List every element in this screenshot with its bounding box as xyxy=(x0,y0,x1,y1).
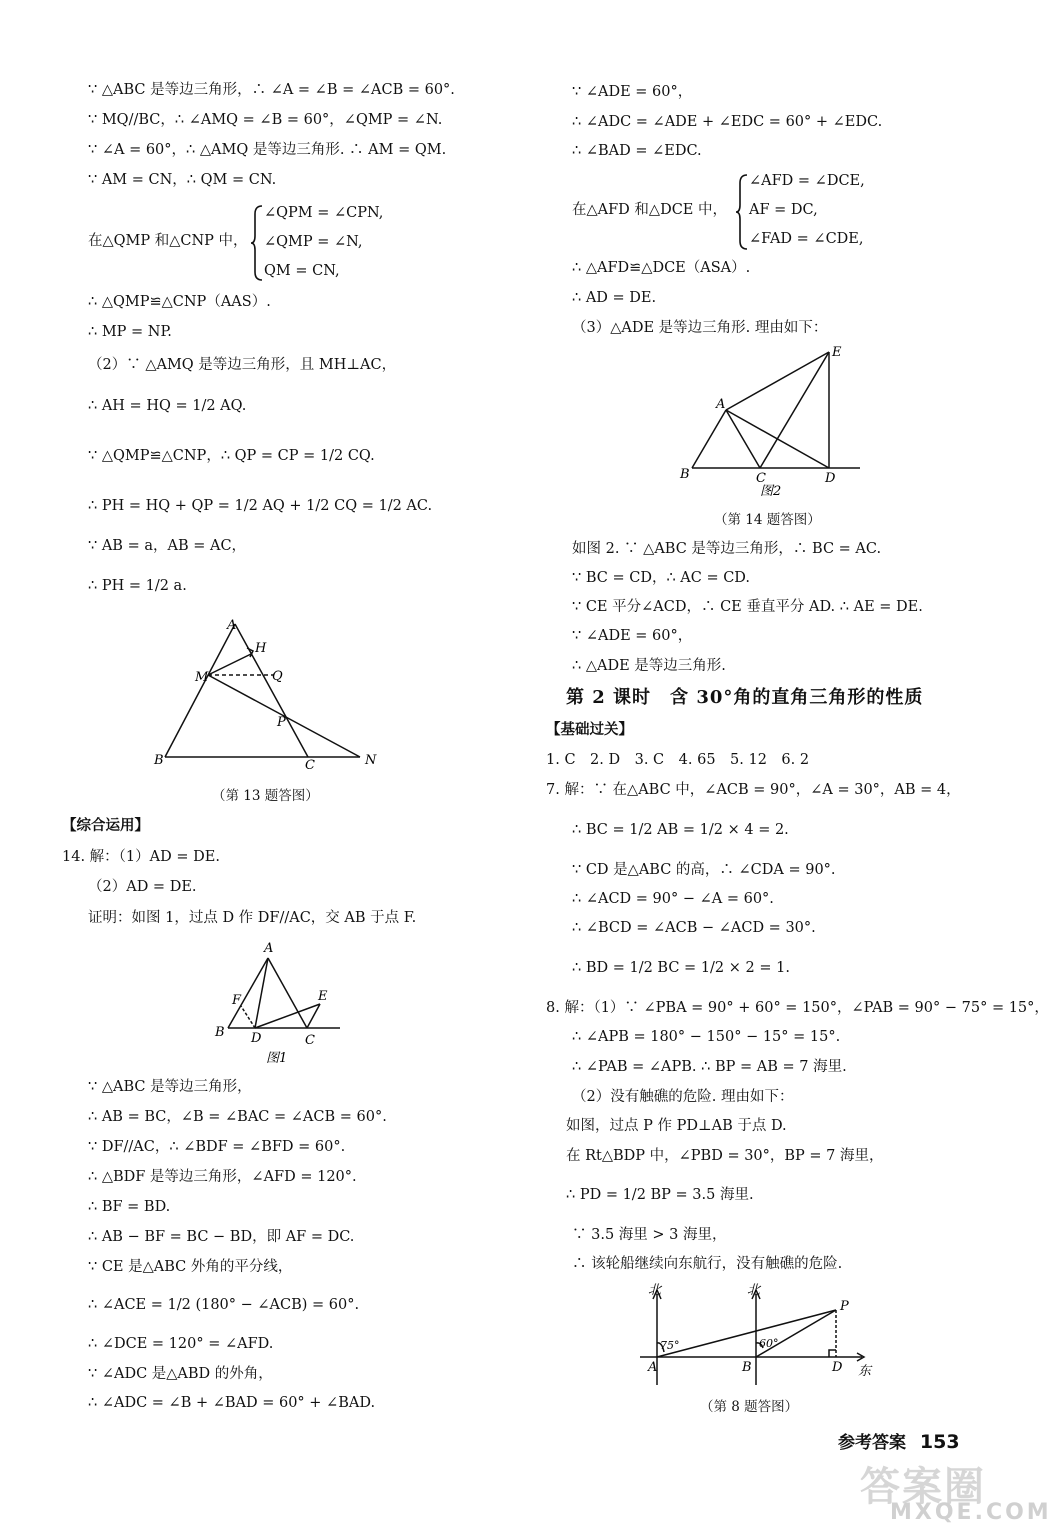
section-comprehensive: 【综合运用】 xyxy=(62,817,149,834)
footer-label: 参考答案 xyxy=(838,1433,906,1453)
brace13-symbol xyxy=(250,204,264,282)
fig8-caption: （第 8 题答图） xyxy=(700,1399,799,1415)
fig8-label-north-2: 北 xyxy=(747,1283,761,1298)
fig1-seg-AC xyxy=(268,958,307,1028)
q7-line-5: ∴ ∠BCD = ∠ACB − ∠ACD = 30°. xyxy=(572,920,816,936)
fig13-label-N: N xyxy=(365,753,377,768)
left-line-4: ∵ AM = CN，∴ QM = CN. xyxy=(88,172,277,188)
left-line-16: ∴ △BDF 是等边三角形，∠AFD = 120°. xyxy=(88,1169,357,1185)
section-basic: 【基础过关】 xyxy=(546,721,633,738)
figure-13 xyxy=(150,612,390,772)
right-line-7: 如图 2. ∵ △ABC 是等边三角形，∴ BC = AC. xyxy=(572,541,882,557)
q7-line-1: 7. 解：∵ 在△ABC 中，∠ACB = 90°，∠A = 30°，AB = 4， xyxy=(546,782,961,798)
right-line-1: ∵ ∠ADE = 60°， xyxy=(572,84,693,100)
q14-line-2: （2）AD = DE. xyxy=(88,879,197,895)
brace14-symbol xyxy=(735,173,749,251)
page-number: 153 xyxy=(919,1431,960,1453)
watermark-url: MXQE.COM xyxy=(890,1500,1052,1525)
fig8-label-A: A xyxy=(648,1360,658,1375)
fig2-caption: 图2 xyxy=(760,484,782,499)
left-line-13: ∵ △ABC 是等边三角形， xyxy=(88,1079,252,1095)
fig8-seg-AP xyxy=(657,1310,836,1357)
left-line-12: ∴ PH = 1/2 a. xyxy=(88,578,187,594)
left-line-3: ∵ ∠A = 60°，∴ △AMQ 是等边三角形. ∴ AM = QM. xyxy=(88,142,447,158)
fig13-label-C: C xyxy=(305,758,315,772)
fig8-right-angle xyxy=(829,1350,836,1357)
fig2-label-D: D xyxy=(825,471,836,486)
q14-line-1: 14. 解：（1）AD = DE. xyxy=(62,849,220,865)
fig2-seg-CE xyxy=(760,352,829,468)
fig1-label-D: D xyxy=(251,1031,262,1046)
fig2-label-B: B xyxy=(680,467,690,482)
fig13-label-B: B xyxy=(154,753,164,768)
q8-line-4: （2）没有触礁的危险. 理由如下： xyxy=(572,1089,794,1105)
brace13-item-2: ∠QMP = ∠N, xyxy=(264,234,363,250)
fig1-seg-DF xyxy=(241,1006,255,1028)
q8-line-9: ∴ 该轮船继续向东航行，没有触礁的危险. xyxy=(572,1256,843,1272)
fig13-label-P: P xyxy=(277,715,286,730)
fig2-seg-AC xyxy=(726,410,760,468)
figure-2 xyxy=(674,340,874,500)
fig13-label-H: H xyxy=(255,641,267,656)
q8-line-8: ∵ 3.5 海里 > 3 海里， xyxy=(572,1227,727,1243)
fig8-label-P: P xyxy=(840,1299,849,1314)
fig2-seg-AB xyxy=(692,410,726,468)
left-line-8: ∴ AH = HQ = 1/2 AQ. xyxy=(88,398,247,414)
left-line-23: ∴ ∠ADC = ∠B + ∠BAD = 60° + ∠BAD. xyxy=(88,1395,376,1411)
figure-8 xyxy=(630,1280,880,1395)
fig13-label-A: A xyxy=(227,618,237,633)
brace13-item-3: QM = CN, xyxy=(264,263,340,279)
right-line-2: ∴ ∠ADC = ∠ADE + ∠EDC = 60° + ∠EDC. xyxy=(572,114,883,130)
brace14-item-1: ∠AFD = ∠DCE, xyxy=(749,173,865,189)
brace13-prefix: 在△QMP 和△CNP 中， xyxy=(88,233,248,249)
fig1-label-A: A xyxy=(264,941,274,956)
fig8-label-D: D xyxy=(832,1360,843,1375)
q7-line-4: ∴ ∠ACD = 90° − ∠A = 60°. xyxy=(572,891,774,907)
fig1-label-C: C xyxy=(305,1033,315,1048)
left-line-6: ∴ MP = NP. xyxy=(88,324,172,340)
q7-line-2: ∴ BC = 1/2 AB = 1/2 × 4 = 2. xyxy=(572,822,789,838)
q8-line-5: 如图，过点 P 作 PD⊥AB 于点 D. xyxy=(566,1118,787,1134)
figure-1 xyxy=(210,936,350,1068)
left-line-9: ∵ △QMP≌△CNP，∴ QP = CP = 1/2 CQ. xyxy=(88,448,375,464)
fig1-label-B: B xyxy=(215,1025,225,1040)
fig8-label-60: 60° xyxy=(759,1337,779,1350)
q7-line-3: ∵ CD 是△ABC 的高，∴ ∠CDA = 90°. xyxy=(572,862,836,878)
q8-line-3: ∴ ∠PAB = ∠APB. ∴ BP = AB = 7 海里. xyxy=(572,1059,847,1075)
fig1-label-F: F xyxy=(232,993,242,1008)
left-line-15: ∵ DF//AC，∴ ∠BDF = ∠BFD = 60°. xyxy=(88,1139,346,1155)
fig14-caption: （第 14 题答图） xyxy=(714,512,821,528)
right-line-3: ∴ ∠BAD = ∠EDC. xyxy=(572,143,702,159)
fig2-seg-AE xyxy=(726,352,829,410)
right-line-10: ∵ ∠ADE = 60°， xyxy=(572,628,693,644)
right-line-6: （3）△ADE 是等边三角形. 理由如下： xyxy=(572,320,828,336)
left-line-5: ∴ △QMP≌△CNP（AAS）. xyxy=(88,294,271,310)
left-line-18: ∴ AB − BF = BC − BD，即 AF = DC. xyxy=(88,1229,355,1245)
brace14-prefix: 在△AFD 和△DCE 中， xyxy=(572,202,727,218)
fig13-label-Q: Q xyxy=(272,669,283,684)
q8-line-6: 在 Rt△BDP 中，∠PBD = 30°，BP = 7 海里， xyxy=(566,1148,884,1164)
brace14-item-3: ∠FAD = ∠CDE, xyxy=(749,231,864,247)
brace14-item-2: AF = DC, xyxy=(749,202,818,218)
watermark-logo: 答案圈 xyxy=(860,1464,986,1510)
fig13-label-M: M xyxy=(195,670,209,685)
fig13-seg-AC xyxy=(235,624,308,757)
brace13-item-1: ∠QPM = ∠CPN, xyxy=(264,205,384,221)
fig2-label-E: E xyxy=(832,345,842,360)
fig8-label-north-1: 北 xyxy=(648,1283,662,1298)
fig13-caption: （第 13 题答图） xyxy=(212,788,319,804)
page-footer xyxy=(838,1428,960,1453)
left-line-7: （2）∵ △AMQ 是等边三角形，且 MH⊥AC， xyxy=(88,357,397,373)
left-line-10: ∴ PH = HQ + QP = 1/2 AQ + 1/2 CQ = 1/2 AC. xyxy=(88,498,433,514)
q8-line-7: ∴ PD = 1/2 BP = 3.5 海里. xyxy=(566,1187,754,1203)
left-line-22: ∵ ∠ADC 是△ABD 的外角， xyxy=(88,1366,273,1382)
fig8-label-75: 75° xyxy=(660,1339,680,1352)
fig2-label-C: C xyxy=(756,471,766,486)
fig13-seg-AB xyxy=(165,624,235,757)
q14-line-3: 证明：如图 1，过点 D 作 DF//AC，交 AB 于点 F. xyxy=(88,910,417,926)
left-line-20: ∴ ∠ACE = 1/2 (180° − ∠ACB) = 60°. xyxy=(88,1297,360,1313)
left-line-11: ∵ AB = a，AB = AC， xyxy=(88,538,247,554)
lesson-heading: 第 2 课时 含 30°角的直角三角形的性质 xyxy=(566,687,924,708)
right-line-5: ∴ AD = DE. xyxy=(572,290,657,306)
q8-line-1: 8. 解：（1）∵ ∠PBA = 90° + 60° = 150°，∠PAB = 90° − 75° = 15°， xyxy=(546,1000,1049,1016)
left-line-2: ∵ MQ//BC，∴ ∠AMQ = ∠B = 60°，∠QMP = ∠N. xyxy=(88,112,443,128)
fig1-seg-DE xyxy=(255,1004,320,1028)
right-line-4: ∴ △AFD≌△DCE（ASA）. xyxy=(572,260,751,276)
fig1-label-E: E xyxy=(318,989,328,1004)
left-line-19: ∵ CE 是△ABC 外角的平分线， xyxy=(88,1259,293,1275)
q8-line-2: ∴ ∠APB = 180° − 150° − 15° = 15°. xyxy=(572,1029,841,1045)
fig8-label-east: 东 xyxy=(858,1364,872,1379)
fig2-label-A: A xyxy=(716,397,726,412)
left-line-21: ∴ ∠DCE = 120° = ∠AFD. xyxy=(88,1336,274,1352)
fig1-caption: 图1 xyxy=(266,1051,288,1066)
left-line-17: ∴ BF = BD. xyxy=(88,1199,171,1215)
right-line-9: ∵ CE 平分∠ACD，∴ CE 垂直平分 AD. ∴ AE = DE. xyxy=(572,599,923,615)
q7-line-6: ∴ BD = 1/2 BC = 1/2 × 2 = 1. xyxy=(572,960,790,976)
right-line-8: ∵ BC = CD，∴ AC = CD. xyxy=(572,570,751,586)
answers-1-6: 1. C 2. D 3. C 4. 65 5. 12 6. 2 xyxy=(546,752,810,768)
fig8-label-B: B xyxy=(742,1360,752,1375)
right-line-11: ∴ △ADE 是等边三角形. xyxy=(572,658,726,674)
left-line-1: ∵ △ABC 是等边三角形，∴ ∠A = ∠B = ∠ACB = 60°. xyxy=(88,82,455,98)
left-line-14: ∴ AB = BC，∠B = ∠BAC = ∠ACB = 60°. xyxy=(88,1109,387,1125)
